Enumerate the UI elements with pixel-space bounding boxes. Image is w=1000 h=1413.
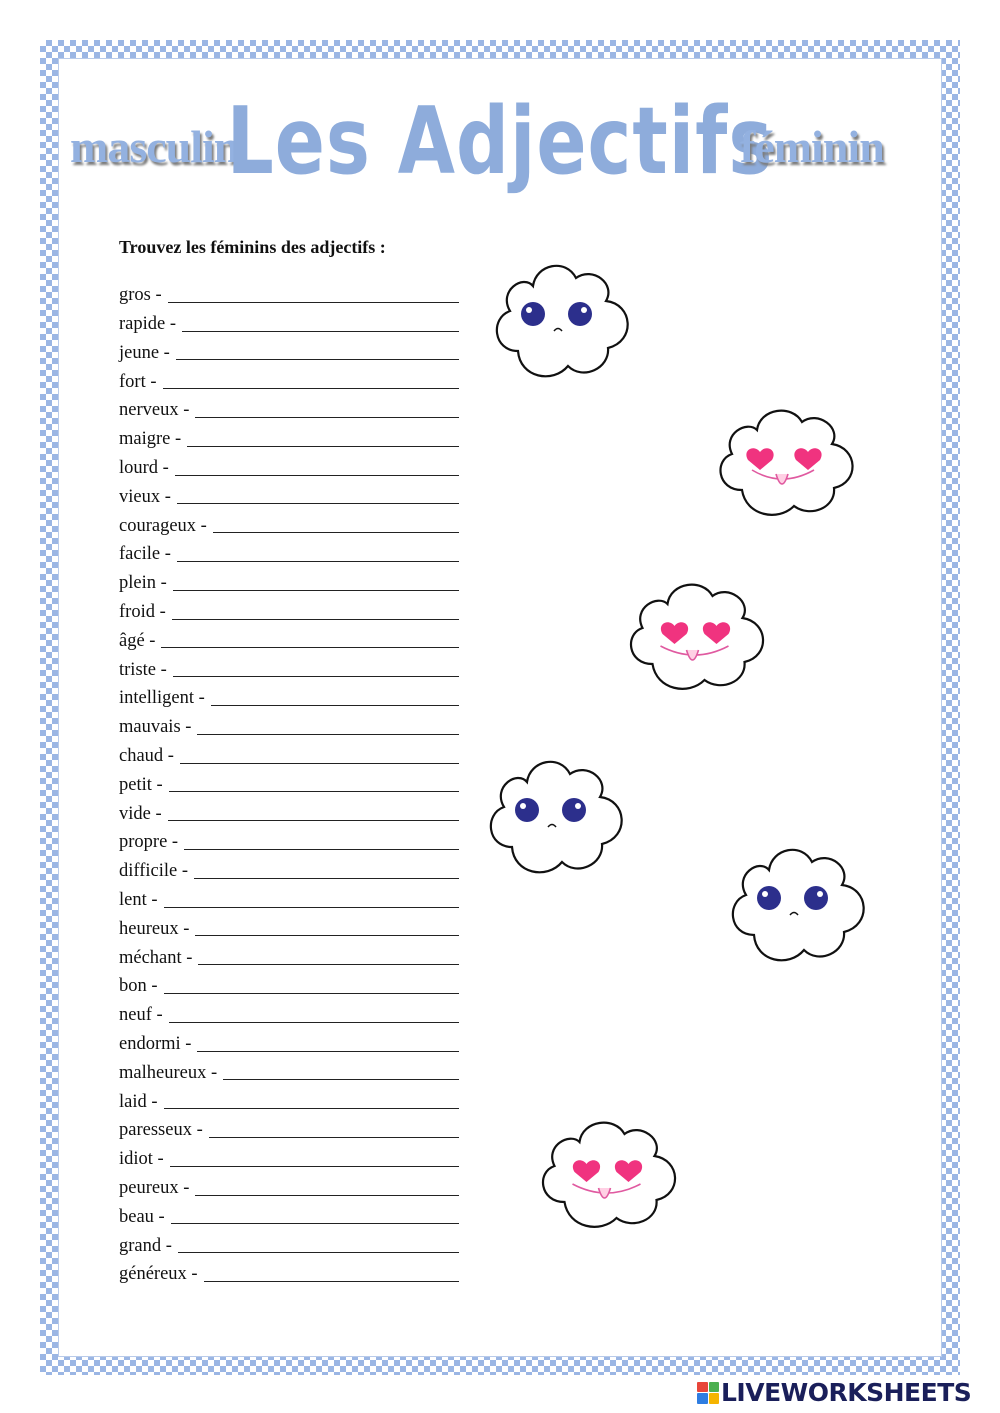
adjective-label: grand - bbox=[119, 1235, 172, 1256]
adjective-label: chaud - bbox=[119, 746, 174, 767]
love-cloud-icon bbox=[620, 576, 775, 696]
adjective-row bbox=[119, 742, 459, 771]
adjective-row bbox=[119, 1145, 459, 1174]
adjective-row bbox=[119, 828, 459, 857]
adjective-row bbox=[119, 655, 459, 684]
adjective-label: maigre - bbox=[119, 429, 182, 450]
adjective-label: paresseux - bbox=[119, 1120, 203, 1141]
masculin-label: masculin bbox=[70, 121, 239, 172]
adjective-label: neuf - bbox=[119, 1005, 163, 1026]
answer-blank[interactable] bbox=[204, 1265, 459, 1282]
answer-blank[interactable] bbox=[177, 545, 459, 562]
adjective-label: jeune - bbox=[119, 342, 170, 363]
answer-blank[interactable] bbox=[180, 747, 459, 764]
adjective-label: vieux - bbox=[119, 486, 171, 507]
answer-blank[interactable] bbox=[213, 516, 459, 533]
instruction-text: Trouvez les féminins des adjectifs : bbox=[119, 237, 386, 257]
answer-blank[interactable] bbox=[184, 833, 459, 850]
answer-blank[interactable] bbox=[195, 1179, 459, 1196]
adjective-label: petit - bbox=[119, 774, 163, 795]
adjective-label: difficile - bbox=[119, 861, 189, 882]
answer-blank[interactable] bbox=[169, 1006, 459, 1023]
adjective-row bbox=[119, 799, 459, 828]
adjective-label: méchant - bbox=[119, 947, 193, 968]
answer-blank[interactable] bbox=[178, 1236, 459, 1253]
adjective-label: triste - bbox=[119, 659, 167, 680]
answer-blank[interactable] bbox=[197, 1035, 459, 1052]
adjective-label: lourd - bbox=[119, 458, 169, 479]
adjective-row bbox=[119, 454, 459, 483]
answer-blank[interactable] bbox=[169, 775, 459, 792]
answer-blank[interactable] bbox=[182, 315, 459, 332]
adjective-label: mauvais - bbox=[119, 717, 192, 738]
adjective-row bbox=[119, 1203, 459, 1232]
answer-blank[interactable] bbox=[161, 631, 459, 648]
adjective-label: endormi - bbox=[119, 1034, 192, 1055]
adjective-label: bon - bbox=[119, 976, 158, 997]
adjective-label: lent - bbox=[119, 890, 158, 911]
adjective-label: heureux - bbox=[119, 918, 190, 939]
adjective-row bbox=[119, 569, 459, 598]
logo-icon bbox=[697, 1382, 719, 1404]
adjective-row bbox=[119, 1174, 459, 1203]
answer-blank[interactable] bbox=[211, 689, 459, 706]
answer-blank[interactable] bbox=[171, 1207, 459, 1224]
adjective-row bbox=[119, 396, 459, 425]
answer-blank[interactable] bbox=[164, 891, 459, 908]
answer-blank[interactable] bbox=[195, 401, 459, 418]
adjective-label: rapide - bbox=[119, 314, 177, 335]
adjective-row bbox=[119, 915, 459, 944]
adjective-label: généreux - bbox=[119, 1264, 198, 1285]
adjective-row bbox=[119, 684, 459, 713]
answer-blank[interactable] bbox=[195, 919, 459, 936]
adjective-row bbox=[119, 713, 459, 742]
answer-blank[interactable] bbox=[175, 459, 459, 476]
answer-blank[interactable] bbox=[194, 862, 459, 879]
answer-blank[interactable] bbox=[170, 1150, 459, 1167]
adjective-row bbox=[119, 367, 459, 396]
answer-blank[interactable] bbox=[187, 430, 459, 447]
adjective-row bbox=[119, 598, 459, 627]
adjective-label: vide - bbox=[119, 803, 162, 824]
adjective-label: nerveux - bbox=[119, 400, 190, 421]
adjective-row bbox=[119, 627, 459, 656]
answer-blank[interactable] bbox=[163, 372, 460, 389]
sad-cloud-icon bbox=[482, 752, 632, 882]
answer-blank[interactable] bbox=[177, 487, 459, 504]
adjective-row bbox=[119, 310, 459, 339]
adjective-row bbox=[119, 943, 459, 972]
adjective-row bbox=[119, 886, 459, 915]
liveworksheets-logo[interactable] bbox=[697, 1378, 971, 1407]
adjective-row bbox=[119, 540, 459, 569]
adjective-label: idiot - bbox=[119, 1149, 164, 1170]
sad-cloud-icon bbox=[488, 256, 638, 386]
feminin-label: féminin bbox=[740, 121, 884, 172]
answer-blank[interactable] bbox=[164, 1092, 459, 1109]
answer-blank[interactable] bbox=[223, 1063, 459, 1080]
adjective-row bbox=[119, 339, 459, 368]
adjective-row bbox=[119, 511, 459, 540]
adjective-label: âgé - bbox=[119, 630, 156, 651]
adjective-label: fort - bbox=[119, 371, 157, 392]
adjective-list bbox=[119, 281, 459, 1289]
adjective-label: laid - bbox=[119, 1091, 158, 1112]
answer-blank[interactable] bbox=[168, 804, 459, 821]
adjective-row bbox=[119, 771, 459, 800]
adjective-label: intelligent - bbox=[119, 688, 205, 709]
adjective-row bbox=[119, 1059, 459, 1088]
answer-blank[interactable] bbox=[209, 1121, 459, 1138]
page-title: Les Adjectifs bbox=[226, 88, 774, 196]
adjective-row bbox=[119, 1231, 459, 1260]
love-cloud-icon bbox=[712, 402, 862, 522]
adjective-row bbox=[119, 1260, 459, 1289]
adjective-label: beau - bbox=[119, 1206, 165, 1227]
adjective-row bbox=[119, 972, 459, 1001]
adjective-row bbox=[119, 1116, 459, 1145]
love-cloud-icon bbox=[532, 1114, 687, 1234]
adjective-label: malheureux - bbox=[119, 1062, 218, 1083]
adjective-label: propre - bbox=[119, 832, 179, 853]
adjective-row bbox=[119, 483, 459, 512]
answer-blank[interactable] bbox=[176, 343, 459, 360]
brand-name: LIVEWORKSHEETS bbox=[721, 1378, 972, 1407]
adjective-row bbox=[119, 857, 459, 886]
adjective-label: gros - bbox=[119, 285, 162, 306]
sad-cloud-icon bbox=[724, 840, 874, 970]
answer-blank[interactable] bbox=[198, 948, 459, 965]
answer-blank[interactable] bbox=[197, 718, 459, 735]
adjective-label: facile - bbox=[119, 544, 171, 565]
answer-blank[interactable] bbox=[172, 603, 459, 620]
adjective-row bbox=[119, 425, 459, 454]
adjective-label: plein - bbox=[119, 573, 167, 594]
adjective-label: peureux - bbox=[119, 1178, 190, 1198]
answer-blank[interactable] bbox=[168, 286, 459, 303]
adjective-row bbox=[119, 281, 459, 310]
adjective-row bbox=[119, 1087, 459, 1116]
adjective-row bbox=[119, 1001, 459, 1030]
answer-blank[interactable] bbox=[173, 660, 459, 677]
adjective-row bbox=[119, 1030, 459, 1059]
answer-blank[interactable] bbox=[164, 977, 459, 994]
adjective-label: courageux - bbox=[119, 515, 207, 536]
answer-blank[interactable] bbox=[173, 574, 459, 591]
adjective-label: froid - bbox=[119, 602, 166, 623]
